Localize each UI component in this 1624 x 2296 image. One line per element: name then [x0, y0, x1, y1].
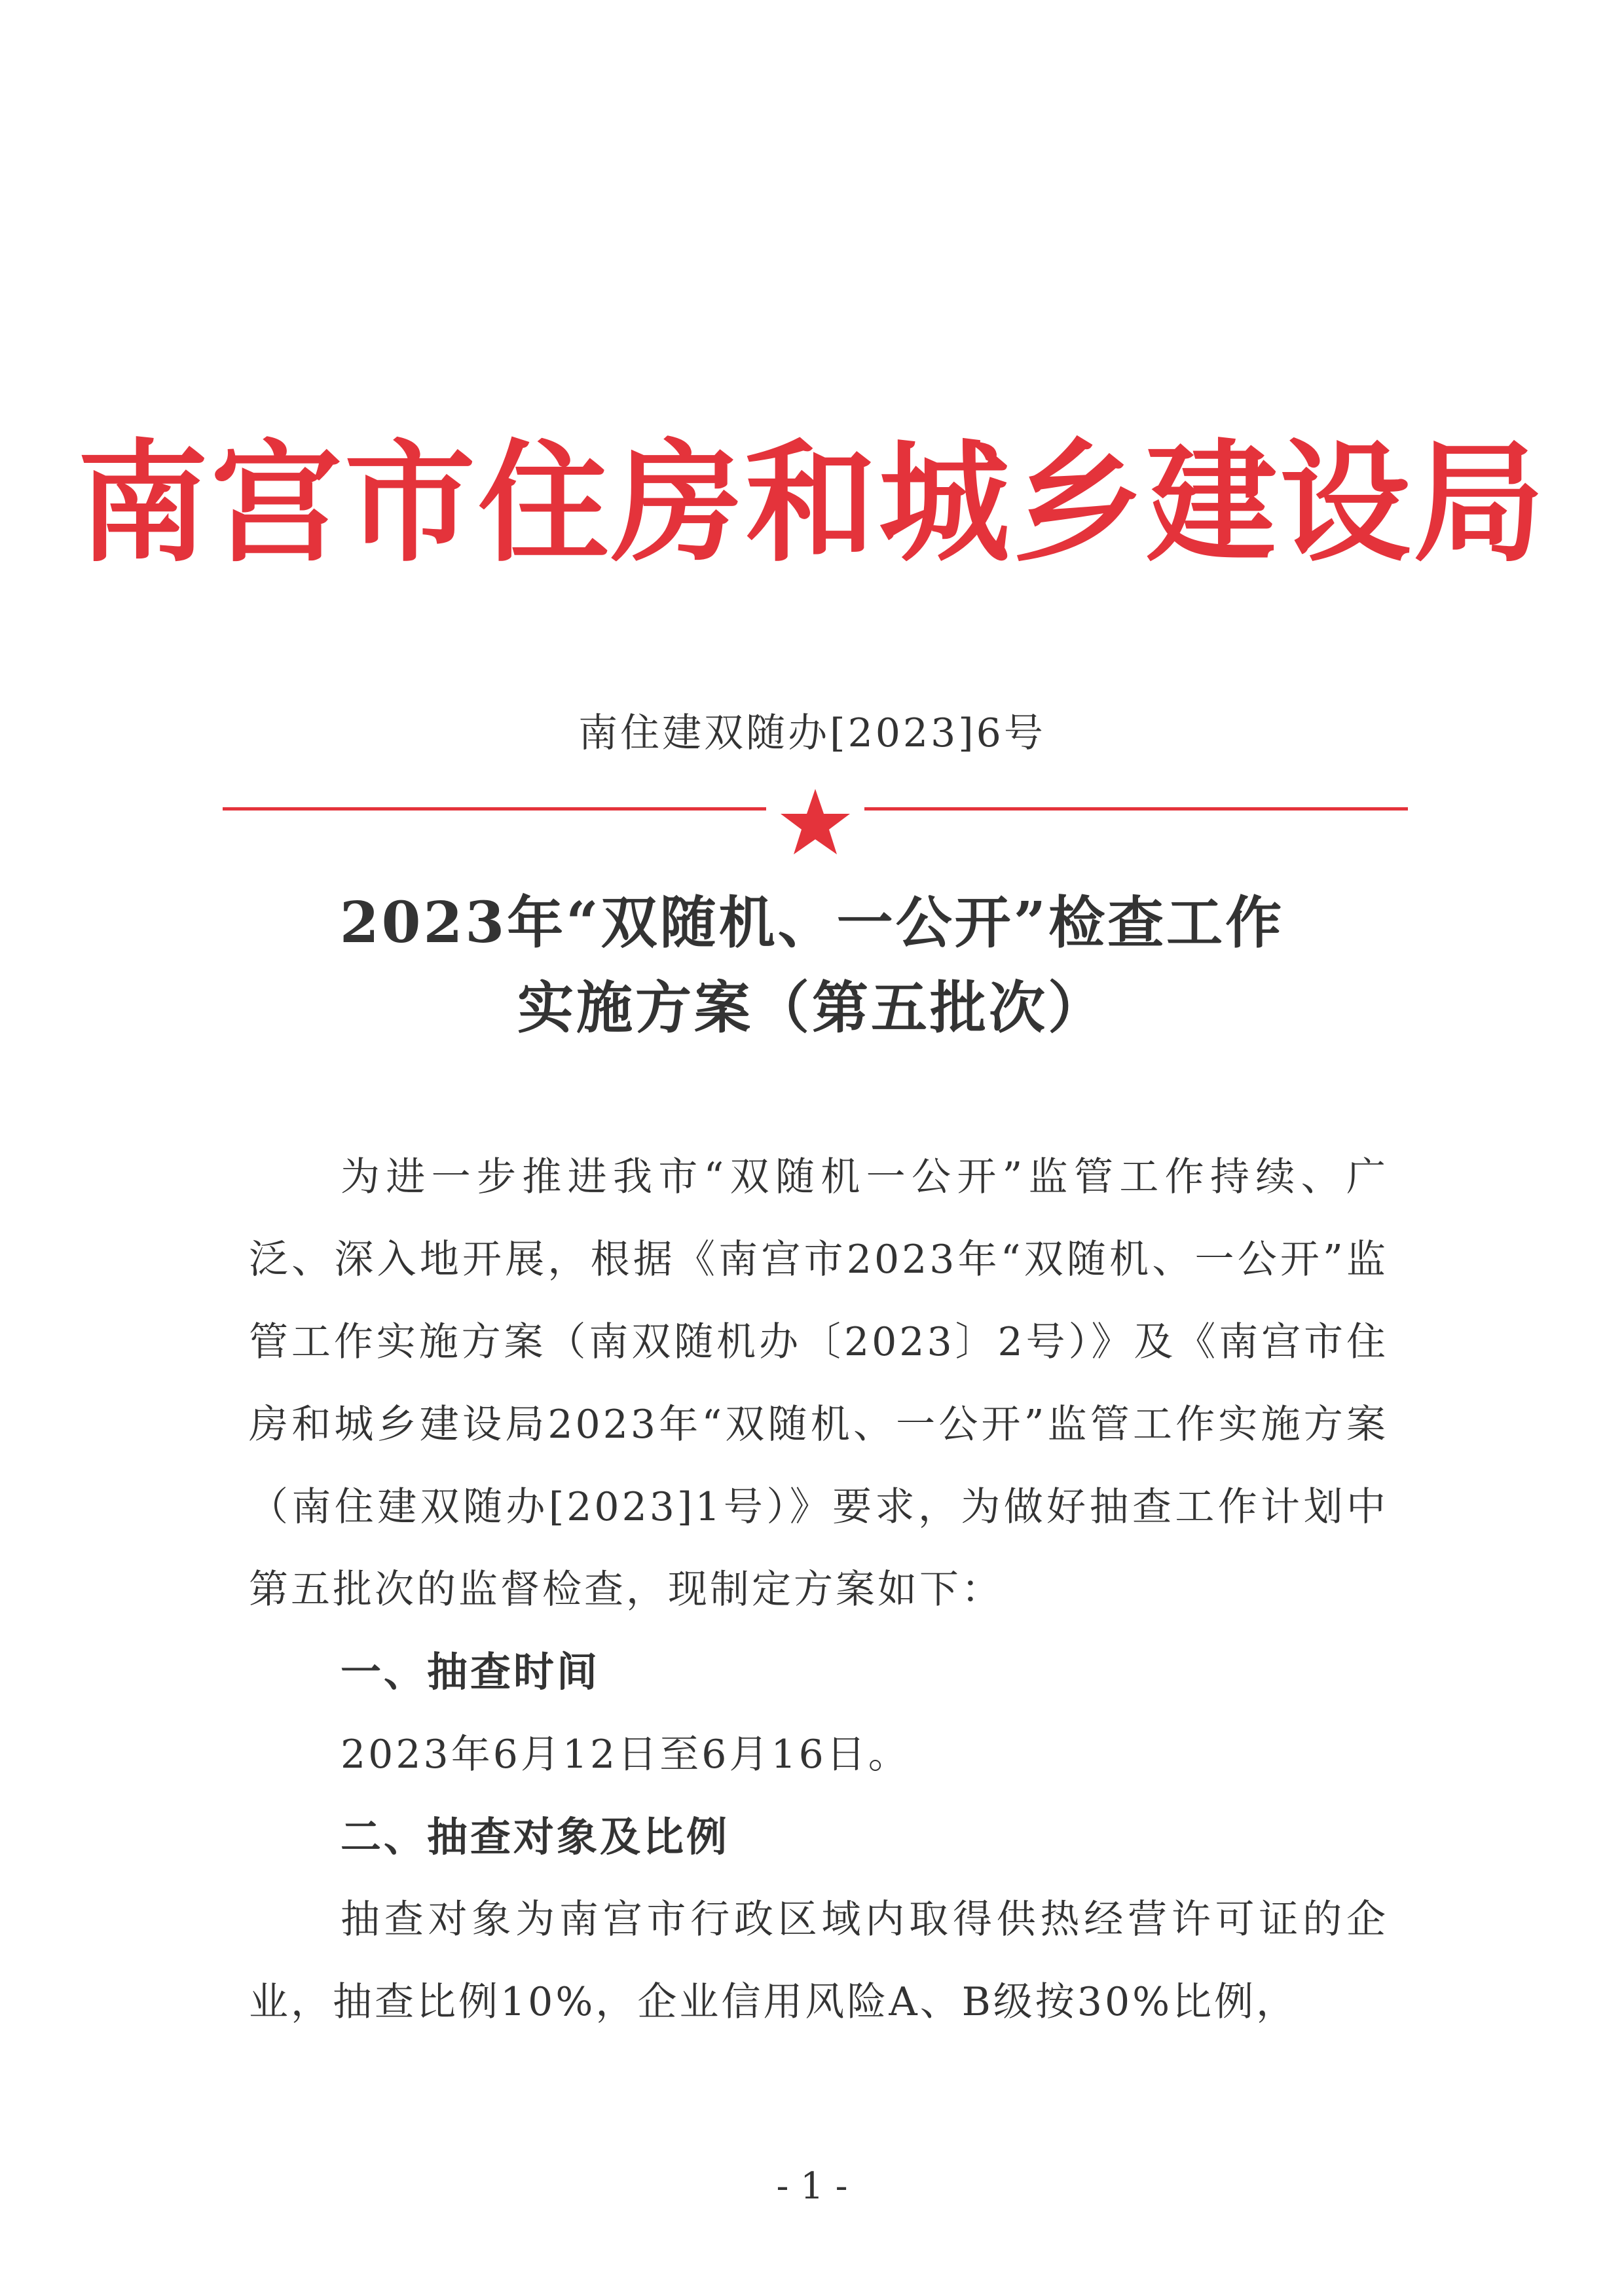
section-2-heading: 二、抽查对象及比例	[341, 1813, 730, 1861]
document-number: 南住建双随办[2023]6号	[578, 710, 1046, 756]
document-body	[249, 1136, 1388, 2043]
section-1-text: 2023年6月12日至6月16日。	[341, 1732, 910, 1777]
organization-name: 南宫市住房和城乡建设局	[77, 428, 1547, 580]
document-title-line-2: 实施方案（第五批次）	[517, 975, 1107, 1041]
divider-line-right	[864, 807, 1408, 811]
red-divider-with-star	[223, 789, 1408, 854]
section-2-text: 抽查对象为南宫市行政区域内取得供热经营许可证的企业，抽查比例10%，企业信用风险A、B级按30%比例，	[249, 1897, 1388, 2025]
page-number: - 1 -	[776, 2165, 848, 2208]
document-title-line-1: 2023年“双随机、一公开”检查工作	[339, 890, 1285, 956]
divider-line-left	[223, 807, 766, 811]
intro-paragraph: 为进一步推进我市“双随机一公开”监管工作持续、广泛、深入地开展，根据《南宫市2023年“双随机、一公开”监管工作实施方案（南双随机办〔2023〕2号）》及《南宫市住房和城乡建设局2023年“双随机、一公开”监管工作实施方案（南住建双随办[2023]1号）》要求，为做好抽查工作计划中第五批次的监督检查，现制定方案如下：	[249, 1154, 1388, 1613]
section-1-heading: 一、抽查时间	[341, 1648, 600, 1696]
star-icon	[781, 789, 850, 854]
